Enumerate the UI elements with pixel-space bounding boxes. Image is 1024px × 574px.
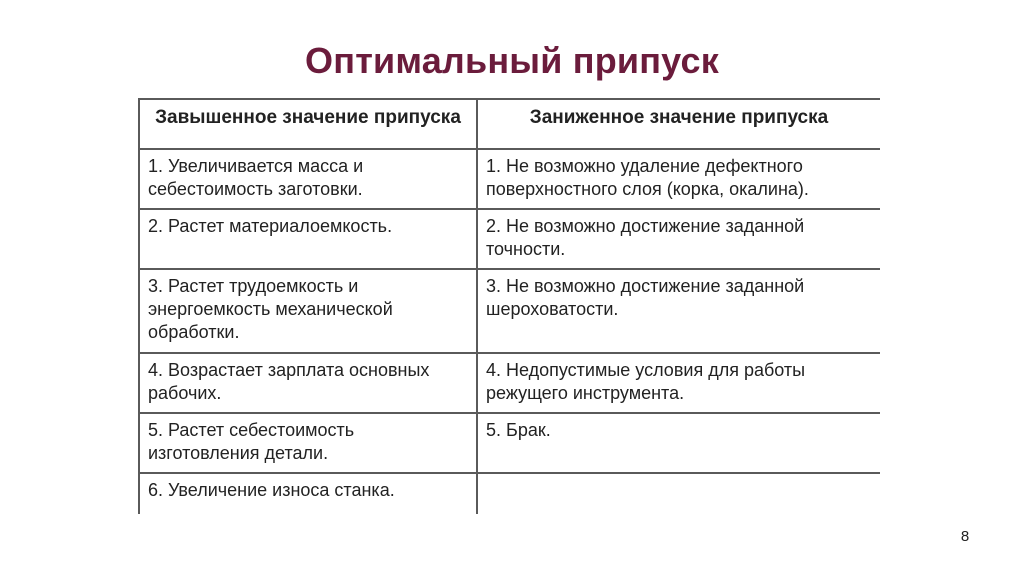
allowance-table-container xyxy=(138,98,880,514)
slide-title: Оптимальный припуск xyxy=(305,40,719,81)
excessive-cell: 3. Растет трудоемкость и энергоемкость механической обработки. xyxy=(139,269,477,353)
excessive-cell: 4. Возрастает зарплата основных рабочих. xyxy=(139,353,477,413)
table-row xyxy=(139,149,880,209)
allowance-comparison-table xyxy=(138,98,880,514)
excessive-cell: 5. Растет себестоимость изготовления детали. xyxy=(139,413,477,473)
insufficient-cell: 4. Недопустимые условия для работы режущего инструмента. xyxy=(477,353,880,413)
excessive-cell: 6. Увеличение износа станка. xyxy=(139,473,477,514)
insufficient-cell: 3. Не возможно достижение заданной шероховатости. xyxy=(477,269,880,353)
table-row xyxy=(139,353,880,413)
table-row xyxy=(139,413,880,473)
header-insufficient-allowance: Заниженное значение припуска xyxy=(477,99,880,149)
table-row xyxy=(139,269,880,353)
page-number: 8 xyxy=(960,528,970,545)
insufficient-cell: 5. Брак. xyxy=(477,413,880,473)
insufficient-cell: 2. Не возможно достижение заданной точности. xyxy=(477,209,880,269)
header-excessive-allowance: Завышенное значение припуска xyxy=(139,99,477,149)
table-header-row xyxy=(139,99,880,149)
insufficient-cell: 1. Не возможно удаление дефектного поверхностного слоя (корка, окалина). xyxy=(477,149,880,209)
excessive-cell: 2. Растет материалоемкость. xyxy=(139,209,477,269)
table-row xyxy=(139,209,880,269)
insufficient-cell xyxy=(477,473,880,514)
table-row xyxy=(139,473,880,514)
excessive-cell: 1. Увеличивается масса и себестоимость заготовки. xyxy=(139,149,477,209)
